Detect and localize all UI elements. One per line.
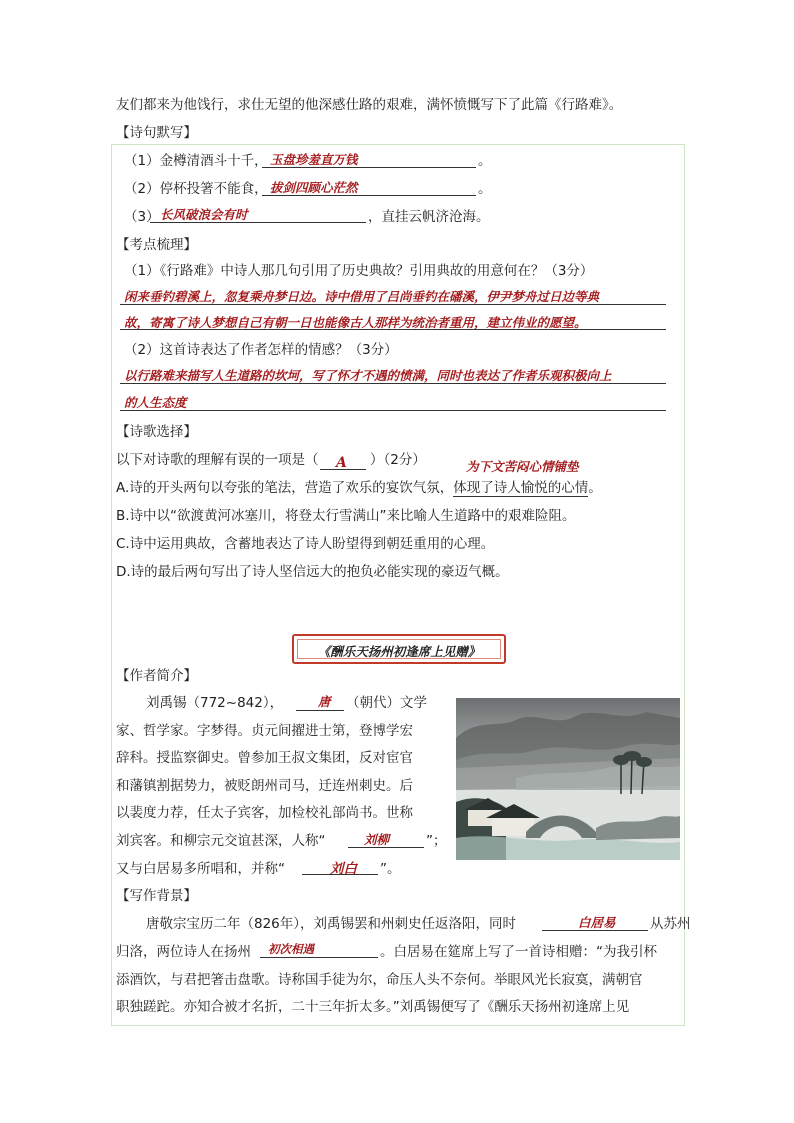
dictation-1-suffix: 。 — [478, 153, 492, 169]
section-background: 【写作背景】 — [116, 888, 197, 904]
background-line-2-post: 。白居易在筵席上写了一首诗相赠：“为我引杯 — [380, 944, 657, 960]
background-line-2-pre: 归洛，两位诗人在扬州 — [116, 944, 251, 960]
answer-2-line-2: 的人生态度 — [124, 395, 187, 410]
background-line-1-post: 从苏州 — [650, 916, 691, 932]
background-meet-blank — [260, 957, 378, 958]
dictation-2-prefix: （2）停杯投箸不能食， — [124, 181, 268, 197]
option-d: D.诗的最后两句写出了诗人坚信远大的抱负必能实现的豪迈气概。 — [116, 564, 509, 580]
question-1: （1）《行路难》中诗人那几句引用了历史典故？引用典故的用意何在？（3分） — [124, 263, 594, 279]
landscape-painting — [456, 698, 680, 860]
option-a-end: 。 — [588, 480, 602, 496]
author-line-2: 家、哲学家。字梦得。贞元间擢进士第，登博学宏 — [116, 723, 413, 739]
author-line-5: 以裴度力荐，任太子宾客，加检校礼部尚书。世称 — [116, 805, 413, 821]
dictation-2-suffix: 。 — [478, 181, 492, 197]
question-2: （2）这首诗表达了作者怎样的情感？（3分） — [124, 342, 398, 358]
choice-note: 为下文苦闷心情铺垫 — [466, 459, 579, 474]
poem-title-box — [292, 634, 506, 664]
intro-line: 友们都来为他饯行，求仕无望的他深感仕路的艰难，满怀愤慨写下了此篇《行路难》。 — [116, 97, 623, 113]
author-line-6-post: ”； — [426, 833, 447, 849]
dictation-3-prefix: （3） — [124, 209, 160, 225]
answer-1-line-1-rule — [120, 304, 666, 305]
dictation-3-answer: 长风破浪会有时 — [160, 207, 248, 222]
author-line-6-pre: 刘宾客。和柳宗元交谊甚深，人称“ — [116, 833, 326, 849]
author-line-7-post: ”。 — [380, 861, 401, 877]
dictation-3-suffix: ，直挂云帆济沧海。 — [368, 209, 490, 225]
background-line-1-pre: 唐敬宗宝历二年（826年），刘禹锡罢和州刺史任返洛阳，同时 — [146, 916, 517, 932]
author-line-7-pre: 又与白居易多所唱和，并称“ — [116, 861, 285, 877]
dictation-1-blank — [262, 167, 476, 168]
answer-2-line-1: 以行路难来描写人生道路的坎坷，写了怀才不遇的愤满，同时也表达了作者乐观积极向上 — [124, 368, 612, 383]
background-baijuyi-blank — [542, 930, 648, 931]
author-line-1-post: （朝代）文学 — [346, 695, 427, 711]
author-liuliu: 刘柳 — [364, 832, 390, 847]
dictation-3-blank — [150, 222, 366, 223]
author-dynasty: 唐 — [318, 694, 331, 709]
choice-answer: A — [336, 455, 347, 471]
author-line-1-pre: 刘禹锡（772~842）， — [146, 695, 284, 711]
author-liubai: 刘白 — [330, 861, 357, 877]
background-line-4: 职独蹉跎。亦知合被才名折，二十三年折太多。”刘禹锡便写了《酬乐天扬州初逢席上见 — [116, 999, 630, 1015]
answer-2-line-2-rule — [120, 410, 666, 411]
option-c: C.诗中运用典故，含蓄地表达了诗人盼望得到朝廷重用的心理。 — [116, 536, 495, 552]
choice-answer-blank — [320, 469, 366, 470]
section-choice: 【诗歌选择】 — [116, 424, 197, 440]
choice-score: ）（2分） — [370, 452, 426, 468]
section-author: 【作者简介】 — [116, 668, 197, 684]
dictation-2-answer: 拔剑四顾心茫然 — [270, 180, 358, 195]
background-meet: 初次相遇 — [268, 942, 314, 956]
answer-1-line-2: 故，寄寓了诗人梦想自己有朝一日也能像古人那样为统治者重用，建立伟业的愿望。 — [124, 315, 587, 330]
background-baijuyi: 白居易 — [578, 915, 616, 930]
choice-prompt: 以下对诗歌的理解有误的一项是（ — [116, 452, 319, 468]
dictation-1-prefix: （1）金樽清酒斗十千， — [124, 153, 268, 169]
section-dictation: 【诗句默写】 — [116, 125, 197, 141]
author-liubai-blank — [302, 874, 378, 875]
option-a-text: A.诗的开头两句以夸张的笔法，营造了欢乐的宴饮气氛， — [116, 480, 454, 496]
option-b: B.诗中以“欲渡黄河冰塞川，将登太行雪满山”来比喻人生道路中的艰难险阻。 — [116, 508, 576, 524]
section-points: 【考点梳理】 — [116, 237, 197, 253]
answer-2-line-1-rule — [120, 383, 666, 384]
poem-title: 《酬乐天扬州初逢席上见赠》 — [317, 644, 481, 659]
dictation-1-answer: 玉盘珍羞直万钱 — [270, 152, 358, 167]
author-liuliu-blank — [348, 847, 424, 848]
answer-1-line-2-rule — [120, 329, 666, 330]
answer-1-line-1: 闲来垂钓碧溪上，忽复乘舟梦日边。诗中借用了吕尚垂钓在磻溪，伊尹梦舟过日边等典 — [124, 289, 600, 304]
option-a — [116, 479, 602, 497]
author-line-4: 和藩镇割据势力，被贬朗州司马，迁连州刺史。后 — [116, 778, 413, 794]
author-line-3: 辞科。授监察御史。曾参加王叔文集团，反对宦官 — [116, 750, 413, 766]
author-dynasty-blank — [296, 710, 344, 711]
background-line-3: 添酒饮，与君把箸击盘歌。诗称国手徒为尔，命压人头不奈何。举眼风光长寂寞，满朝官 — [116, 972, 643, 988]
option-a-highlight: 体现了诗人愉悦的心情 — [453, 480, 589, 496]
dictation-2-blank — [262, 195, 476, 196]
